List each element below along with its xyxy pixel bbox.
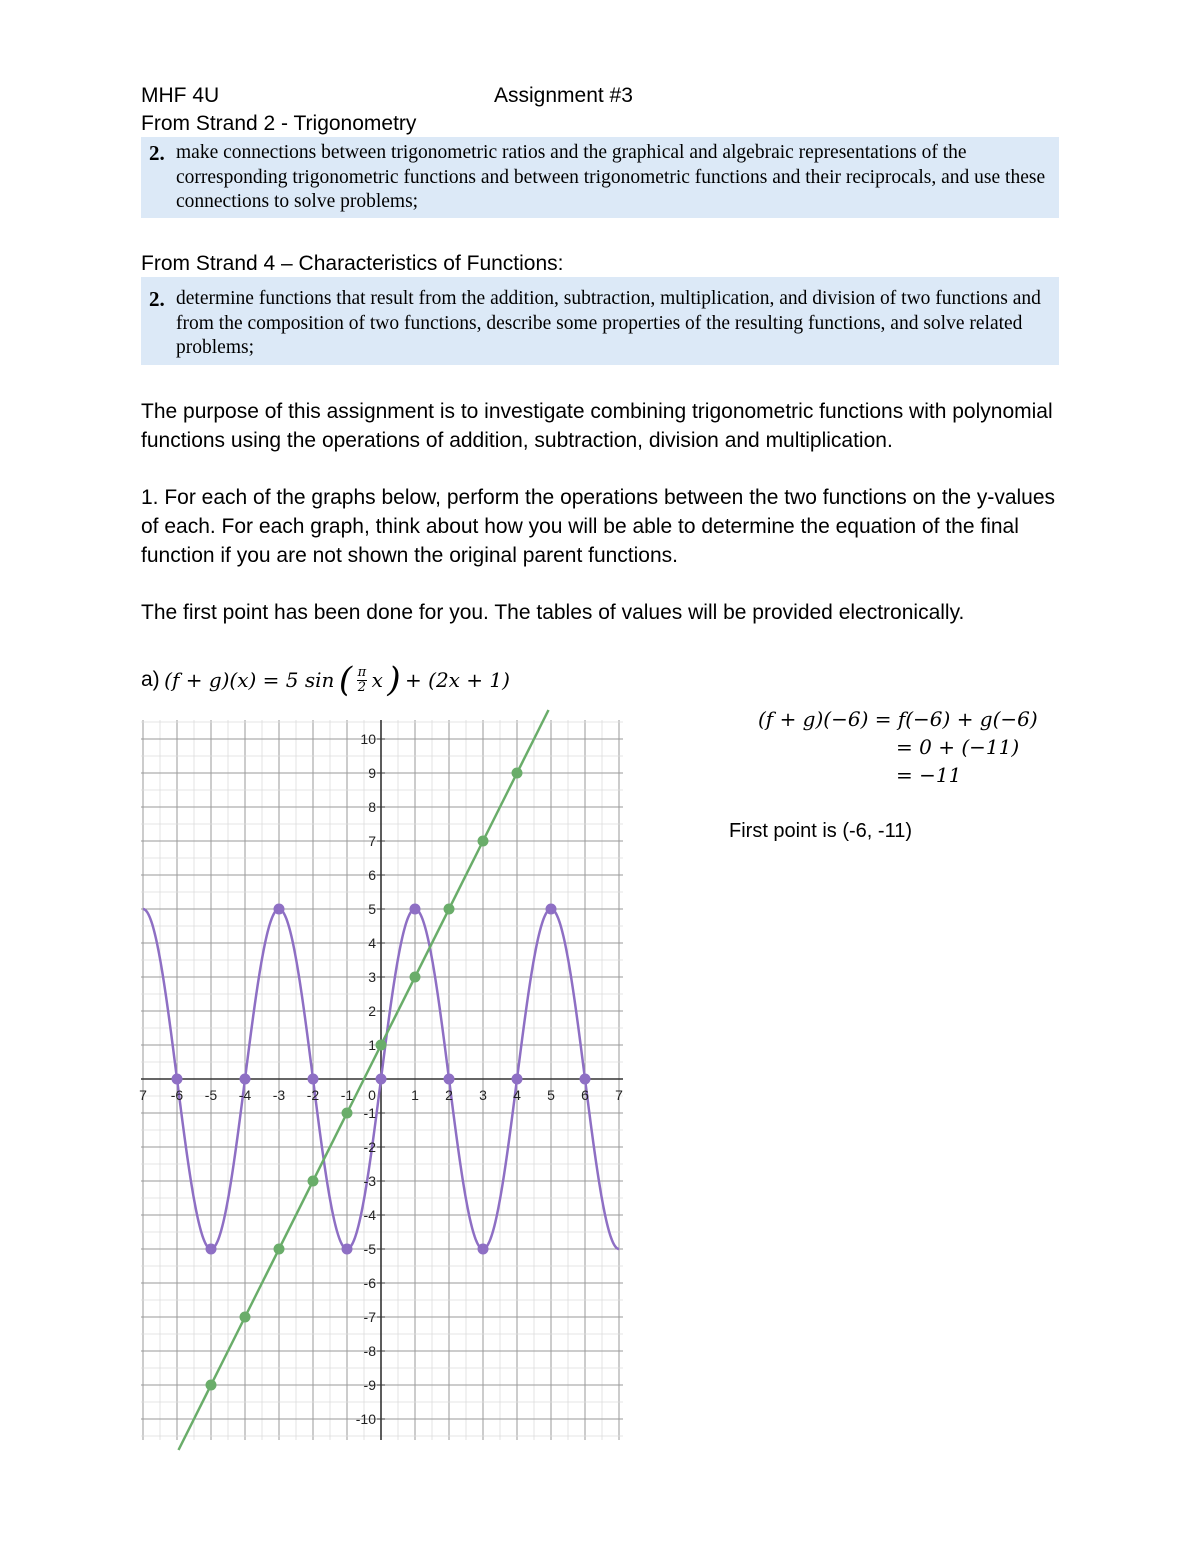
expectation-text: determine functions that result from the addition, subtraction, multiplication, and division of two functions and from the composition of two functions, describe some properties of the resulting functions, and solve related problems;	[176, 288, 1041, 358]
equation-rhs: + (2x + 1)	[405, 668, 510, 692]
y-tick-label: 3	[368, 969, 376, 985]
y-tick-label: 7	[368, 833, 376, 849]
sine-point	[376, 1074, 387, 1085]
y-tick-label: -2	[363, 1139, 376, 1155]
work-line-2: = 0 + (−11)	[896, 735, 1020, 759]
y-tick-label: 5	[368, 901, 376, 917]
paren-close: )	[387, 660, 401, 700]
question-1: 1. For each of the graphs below, perform the operations between the two functions on the y-values of each. For each graph, think about how you will be able to determine the equation of the final function if you are not shown the original parent functions.	[141, 486, 1056, 567]
x-tick-label: -3	[272, 1087, 286, 1103]
linear-point	[240, 1312, 251, 1323]
y-tick-label: 8	[368, 799, 376, 815]
y-tick-label: -3	[363, 1173, 376, 1189]
linear-point	[444, 904, 455, 915]
linear-point	[308, 1176, 319, 1187]
y-tick-label: -6	[363, 1275, 376, 1291]
sine-point	[274, 904, 285, 915]
y-tick-label: -10	[355, 1411, 376, 1427]
linear-point	[342, 1108, 353, 1119]
sine-point	[308, 1074, 319, 1085]
purpose-paragraph: The purpose of this assignment is to investigate combining trigonometric functions with polynomial functions using the operations of addition, subtraction, division and multiplication.	[141, 400, 1053, 452]
pi-over-2-fraction	[357, 666, 368, 695]
assignment-title: Assignment #3	[494, 84, 633, 107]
first-point-statement: First point is (-6, -11)	[729, 820, 912, 842]
x-tick-label: 1	[411, 1087, 419, 1103]
sine-point	[206, 1244, 217, 1255]
equation-variable: x	[371, 668, 383, 692]
x-tick-label: 6	[581, 1087, 589, 1103]
course-code: MHF 4U	[141, 84, 220, 107]
linear-point	[410, 972, 421, 983]
y-tick-label: 10	[360, 731, 376, 747]
sine-point	[172, 1074, 183, 1085]
x-tick-label: 0	[368, 1087, 376, 1103]
sine-point	[342, 1244, 353, 1255]
x-tick-label: -5	[204, 1087, 218, 1103]
work-line-1: (f + g)(−6) = f(−6) + g(−6)	[758, 707, 1038, 731]
y-tick-label: 1	[368, 1037, 376, 1053]
y-tick-label: -7	[363, 1309, 376, 1325]
x-tick-label: -6	[170, 1087, 184, 1103]
y-tick-label: 9	[368, 765, 376, 781]
linear-point	[206, 1380, 217, 1391]
function-graph	[141, 720, 623, 1440]
work-line-3: = −11	[896, 763, 962, 787]
fraction-numerator: π	[357, 664, 367, 680]
y-tick-label: 6	[368, 867, 376, 883]
y-tick-label: -4	[363, 1207, 376, 1223]
paren-open: (	[338, 660, 353, 700]
x-tick-label: -2	[306, 1087, 320, 1103]
expectation-text: make connections between trigonometric ratios and the graphical and algebraic representations of the corresponding trigonometric functions and between trigonometric functions and their reciprocals, and use these connections to solve problems;	[176, 142, 1046, 212]
linear-point	[478, 836, 489, 847]
expectation-box-1	[141, 137, 1059, 218]
part-a-equation	[141, 660, 510, 700]
y-tick-label: -9	[363, 1377, 376, 1393]
linear-line	[179, 710, 549, 1450]
sine-point	[240, 1074, 251, 1085]
x-tick-label: -4	[238, 1087, 252, 1103]
strand-4-heading: From Strand 4 – Characteristics of Functions:	[141, 252, 564, 275]
x-tick-label: 4	[513, 1087, 521, 1103]
sine-point	[478, 1244, 489, 1255]
x-tick-label: 3	[479, 1087, 487, 1103]
sine-point	[546, 904, 557, 915]
y-tick-label: -1	[363, 1105, 376, 1121]
x-tick-label: 7	[139, 1087, 147, 1103]
expectation-box-2	[141, 277, 1059, 365]
equation-lhs: (f + g)(x) = 5 sin	[164, 668, 335, 692]
strand-2-heading: From Strand 2 - Trigonometry	[141, 112, 417, 135]
y-tick-label: 4	[368, 935, 376, 951]
sine-point	[410, 904, 421, 915]
expectation-number: 2.	[149, 141, 165, 165]
expectation-number: 2.	[149, 287, 165, 311]
x-tick-label: 5	[547, 1087, 555, 1103]
y-tick-label: 2	[368, 1003, 376, 1019]
linear-point	[512, 768, 523, 779]
x-tick-label: 7	[615, 1087, 623, 1103]
linear-point	[274, 1244, 285, 1255]
fraction-denominator: 2	[357, 679, 366, 695]
y-tick-label: -8	[363, 1343, 376, 1359]
linear-point	[376, 1040, 387, 1051]
sine-point	[444, 1074, 455, 1085]
x-tick-label: 2	[445, 1087, 453, 1103]
note-paragraph: The first point has been done for you. The tables of values will be provided electronically.	[141, 601, 965, 624]
x-tick-label: -1	[340, 1087, 354, 1103]
y-tick-label: -5	[363, 1241, 376, 1257]
part-a-label: a)	[141, 668, 160, 691]
sine-point	[580, 1074, 591, 1085]
sine-point	[512, 1074, 523, 1085]
